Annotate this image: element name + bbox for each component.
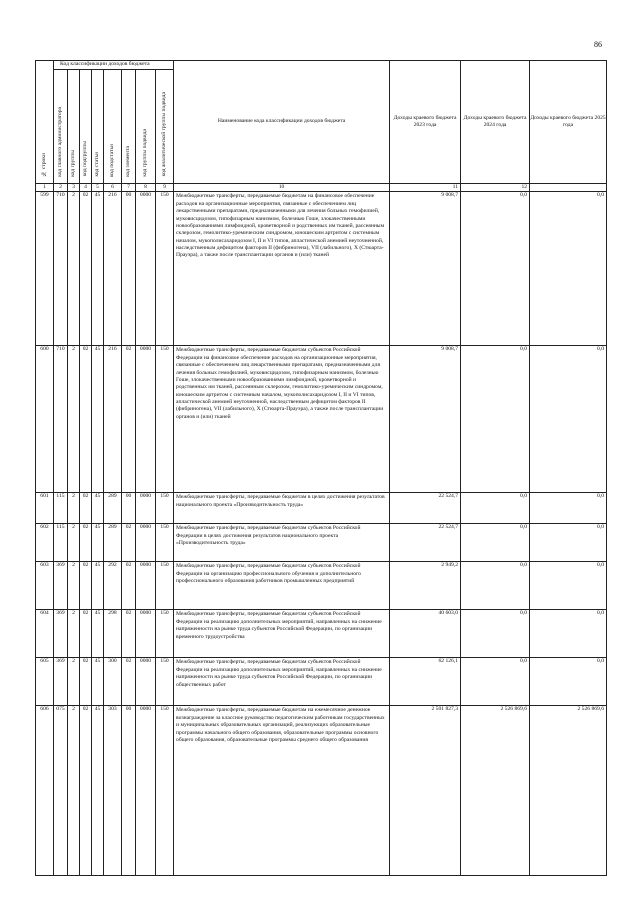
revenue-2023: 9 008,7: [390, 192, 461, 346]
subgroup-code-header: код подгруппы: [80, 70, 92, 184]
admin-code: 369: [54, 562, 68, 610]
subarticle-code-header: код подстатьи: [104, 70, 122, 184]
description: Межбюджетные трансферты, передаваемые бюджетам на финансовое обеспечение расходов на организационные мероприятия, связанные с обеспечением лиц лекарственными препаратами, предназначенными для лечения больных гемофилией, муковисцидозом, гипофизарным нанизмом, болезнью Гоше, злокачественными новообразованиями лимфоидной, кроветворной и родственных им тканей, рассеянным склерозом, гемолитико-уремическим синдромом, юношеским артритом с системным началом, мукополисахаридозом I, II и VI типов, апластической анемией неуточненной, наследственным дефицитом факторов II (фибриногена), VII (лабильного), X (Стюарта-Прауэра), а также после трансплантации органов и (или) тканей: [174, 192, 390, 346]
revenue-2023: 22 524,7: [390, 524, 461, 562]
revenue-2024: 2 526 869,6: [461, 706, 530, 876]
column-index: 2: [54, 184, 68, 192]
group-code-header: код группы: [68, 70, 80, 184]
revenue-2024: 0,0: [461, 192, 530, 346]
subarticle-code: 289: [104, 524, 122, 562]
group-code: 2: [68, 706, 80, 876]
table-row: [36, 562, 607, 610]
subtype-group-code-header: код группы подвида: [136, 70, 156, 184]
column-index: [530, 184, 607, 192]
column-index: 5: [92, 184, 104, 192]
revenue-2024: 0,0: [461, 524, 530, 562]
revenue-2025: 0,0: [530, 346, 607, 493]
article-code: 45: [92, 610, 104, 658]
article-code: 45: [92, 524, 104, 562]
admin-code-header: код главного администратора: [54, 70, 68, 184]
element-code: 00: [122, 706, 136, 876]
admin-code: 369: [54, 658, 68, 706]
subarticle-code: 216: [104, 192, 122, 346]
description: Межбюджетные трансферты, передаваемые бюджетам на ежемесячное денежное вознаграждение за классное руководство педагогическим работникам государственных и муниципальных образовательных организаций, реализующих образовательные программы начального общего образования, образовательные программы основного общего образования, образовательные программы среднего общего образования: [174, 706, 390, 876]
subgroup-code: 02: [80, 706, 92, 876]
admin-code: 075: [54, 706, 68, 876]
table-row: [36, 346, 607, 493]
subgroup-code: 02: [80, 610, 92, 658]
subarticle-code: 292: [104, 562, 122, 610]
revenue-2024: 0,0: [461, 658, 530, 706]
analytic-group-code: 150: [156, 610, 174, 658]
row-number: 605: [36, 658, 54, 706]
revenue-2024: 0,0: [461, 346, 530, 493]
admin-code: 710: [54, 192, 68, 346]
group-code: 2: [68, 524, 80, 562]
revenue-2023: 2 501 827,3: [390, 706, 461, 876]
subtype-group-code: 0000: [136, 562, 156, 610]
column-index-row: [36, 184, 607, 192]
column-index: 7: [122, 184, 136, 192]
subarticle-code: 298: [104, 610, 122, 658]
description: Межбюджетные трансферты, передаваемые бюджетам в целях достижения результатов национального проекта «Производительность труда»: [174, 493, 390, 524]
revenue-2024: 0,0: [461, 493, 530, 524]
revenue-2023: 62 126,1: [390, 658, 461, 706]
element-code: 00: [122, 192, 136, 346]
revenue-2025: 2 526 869,6: [530, 706, 607, 876]
admin-code: 369: [54, 610, 68, 658]
analytic-group-code: 150: [156, 706, 174, 876]
column-index: 11: [390, 184, 461, 192]
element-code: 02: [122, 610, 136, 658]
subtype-group-code: 0000: [136, 346, 156, 493]
row-number: 602: [36, 524, 54, 562]
revenue-2023: 2 949,2: [390, 562, 461, 610]
table-row: [36, 192, 607, 346]
subgroup-code: 02: [80, 658, 92, 706]
group-code: 2: [68, 610, 80, 658]
description: Межбюджетные трансферты, передаваемые бюджетам субъектов Российской Федерации на организацию профессионального обучения и дополнительного профессионального образования работников промышленных предприятий: [174, 562, 390, 610]
revenue-2025: 0,0: [530, 524, 607, 562]
column-index: 9: [156, 184, 174, 192]
subarticle-code: 216: [104, 346, 122, 493]
description: Межбюджетные трансферты, передаваемые бюджетам субъектов Российской Федерации на реализацию дополнительных мероприятий, направленных на снижение напряженности на рынке труда субъектов Российской Федерации, по организации общественных работ: [174, 658, 390, 706]
column-index: 10: [174, 184, 390, 192]
revenue-2023-header: Доходы краевого бюджета 2023 года: [390, 61, 461, 184]
revenue-2023: 9 008,7: [390, 346, 461, 493]
column-index: 8: [136, 184, 156, 192]
table-row: [36, 493, 607, 524]
column-index: 6: [104, 184, 122, 192]
group-code: 2: [68, 493, 80, 524]
article-code: 45: [92, 346, 104, 493]
table-row: [36, 524, 607, 562]
element-code: 02: [122, 346, 136, 493]
revenue-2025-header: Доходы краевого бюджета 2025 года: [530, 61, 607, 184]
element-code: 00: [122, 493, 136, 524]
element-code-header: код элемента: [122, 70, 136, 184]
row-number: 606: [36, 706, 54, 876]
budget-revenue-table: [35, 60, 607, 876]
revenue-2025: 0,0: [530, 658, 607, 706]
row-number: 600: [36, 346, 54, 493]
analytic-group-code: 150: [156, 493, 174, 524]
row-number: 603: [36, 562, 54, 610]
row-number: 599: [36, 192, 54, 346]
group-code: 2: [68, 346, 80, 493]
revenue-2023: 40 603,0: [390, 610, 461, 658]
article-code: 45: [92, 192, 104, 346]
subarticle-code: 289: [104, 493, 122, 524]
table-row: [36, 610, 607, 658]
admin-code: 115: [54, 493, 68, 524]
element-code: 02: [122, 658, 136, 706]
analytic-group-code-header: код аналитической группы подвида: [156, 70, 174, 184]
revenue-2024: 0,0: [461, 562, 530, 610]
subtype-group-code: 0000: [136, 658, 156, 706]
column-index: 4: [80, 184, 92, 192]
description: Межбюджетные трансферты, передаваемые бюджетам субъектов Российской Федерации на реализацию дополнительных мероприятий, направленных на снижение напряженности на рынке труда субъектов Российской Федерации, по организации временного трудоустройства: [174, 610, 390, 658]
column-index: 12: [461, 184, 530, 192]
table-row: [36, 658, 607, 706]
subarticle-code: 300: [104, 658, 122, 706]
admin-code: 115: [54, 524, 68, 562]
table-row: [36, 706, 607, 876]
article-code: 45: [92, 493, 104, 524]
column-index: 1: [36, 184, 54, 192]
analytic-group-code: 150: [156, 192, 174, 346]
element-code: 02: [122, 524, 136, 562]
description: Межбюджетные трансферты, передаваемые бюджетам субъектов Российской Федерации на финансовое обеспечение расходов на организационные мероприятия, связанные с обеспечением лиц лекарственными препаратами, предназначенными для лечения больных гемофилией, муковисцидозом, гипофизарным нанизмом, болезнью Гоше, злокачественными новообразованиями лимфоидной, кроветворной и родственных им тканей, рассеянным склерозом, гемолитико-уремическим синдромом, юношеским артритом с системным началом, мукополисахаридозом I, II и VI типов, апластической анемией неуточненной, наследственным дефицитом факторов II (фибриногена), VII (лабильного), X (Стюарта-Прауэра), а также после трансплантации органов и (или) тканей: [174, 346, 390, 493]
name-column-header: Наименование кода классификации доходов бюджета: [174, 61, 390, 184]
subtype-group-code: 0000: [136, 493, 156, 524]
group-code: 2: [68, 658, 80, 706]
subtype-group-code: 0000: [136, 610, 156, 658]
header-group-row: [36, 61, 607, 70]
subgroup-code: 02: [80, 192, 92, 346]
revenue-2024: 0,0: [461, 610, 530, 658]
revenue-2025: 0,0: [530, 493, 607, 524]
row-number-header: № строки: [36, 61, 54, 184]
group-code: 2: [68, 562, 80, 610]
analytic-group-code: 150: [156, 524, 174, 562]
revenue-2024-header: Доходы краевого бюджета 2024 года: [461, 61, 530, 184]
revenue-2025: 0,0: [530, 192, 607, 346]
column-index: 3: [68, 184, 80, 192]
subtype-group-code: 0000: [136, 524, 156, 562]
subgroup-code: 02: [80, 562, 92, 610]
row-number: 604: [36, 610, 54, 658]
revenue-2025: 0,0: [530, 562, 607, 610]
subarticle-code: 303: [104, 706, 122, 876]
article-code: 45: [92, 706, 104, 876]
analytic-group-code: 150: [156, 658, 174, 706]
revenue-2025: 0,0: [530, 610, 607, 658]
page-number: 86: [594, 40, 602, 49]
group-code: 2: [68, 192, 80, 346]
subgroup-code: 02: [80, 493, 92, 524]
article-code: 45: [92, 562, 104, 610]
article-code-header: код статьи: [92, 70, 104, 184]
admin-code: 710: [54, 346, 68, 493]
article-code: 45: [92, 658, 104, 706]
revenue-2023: 22 524,7: [390, 493, 461, 524]
description: Межбюджетные трансферты, передаваемые бюджетам субъектов Российской Федерации в целях достижения результатов национального проекта «Производительность труда»: [174, 524, 390, 562]
code-classification-header: Код классификации доходов бюджета: [54, 61, 174, 70]
subgroup-code: 02: [80, 346, 92, 493]
element-code: 02: [122, 562, 136, 610]
row-number: 601: [36, 493, 54, 524]
analytic-group-code: 150: [156, 346, 174, 493]
subtype-group-code: 0000: [136, 192, 156, 346]
subgroup-code: 02: [80, 524, 92, 562]
subtype-group-code: 0000: [136, 706, 156, 876]
analytic-group-code: 150: [156, 562, 174, 610]
